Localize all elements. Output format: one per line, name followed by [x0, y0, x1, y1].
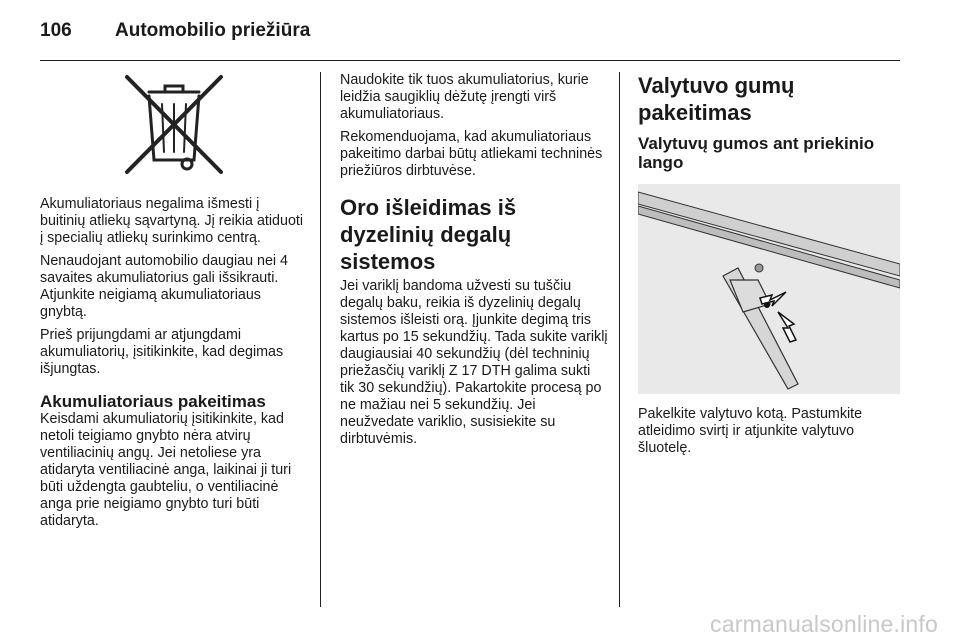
crossed-bin-icon — [40, 72, 308, 182]
column-1 — [40, 72, 308, 536]
watermark: carmanualsonline.info — [710, 611, 938, 637]
paragraph: Keisdami akumuliatorių įsitikinkite, kad netoli teigiamo gnybto nėra atvirų ventiliacinių angų. Jei netoliese yra atidaryta ventiliacinė anga, laikinai ji turi būti uždengta gaubteliu, o ventiliacinė anga prie neigiamo gnybto turi būti atidaryta. — [40, 411, 292, 529]
column-divider-1 — [320, 72, 321, 607]
paragraph: Akumuliatoriaus negalima išmesti į buitinių atliekų sąvartyną. Jį reikia atiduoti į specialių atliekų surinkimo centrą. — [40, 196, 304, 246]
column-2 — [340, 72, 608, 454]
section-heading: Oro išleidimas iš dyzelinių degalų sistemos — [340, 195, 517, 274]
paragraph: Jei variklį bandoma užvesti su tuščiu degalų baku, reikia iš dyzelinių degalų sistemos išleisti orą. Įjunkite degimą tris kartus po 15 sekundžių. Tada sukite variklį daugiausiai 40 sekundžių (dėl techninių priežasčių variklį Z 17 DTH galima sukti tik 30 sekundžių). Pakartokite procesą po ne mažiau nei 5 sekundžių. Jei neužvedate variklio, susisiekite su dirbtuvėmis. — [340, 278, 608, 447]
header-divider — [40, 60, 900, 61]
paragraph: Rekomenduojama, kad akumuliatoriaus pakeitimo darbai būtų atliekami techninės priežiūros dirbtuvėse. — [340, 129, 603, 179]
subsection-heading: Valytuvų gumos ant priekinio lango — [638, 134, 875, 172]
paragraph: Pakelkite valytuvo kotą. Pastumkite atleidimo svirtį ir atjunkite valytuvo šluotelę. — [638, 406, 863, 456]
page-title: Automobilio priežiūra — [115, 20, 311, 41]
paragraph: Naudokite tik tuos akumuliatorius, kurie leidžia saugiklių dėžutę įrengti virš akumuliatoriaus. — [340, 72, 589, 122]
section-heading: Valytuvo gumų pakeitimas — [638, 73, 795, 125]
column-divider-2 — [619, 72, 620, 607]
section-heading: Akumuliatoriaus pakeitimas — [40, 392, 266, 411]
paragraph: Nenaudojant automobilio daugiau nei 4 savaites akumuliatorius gali išsikrauti. Atjunkite neigiamą akumuliatoriaus gnybtą. — [40, 253, 289, 320]
column-3 — [638, 72, 900, 463]
page-header — [40, 20, 900, 46]
wiper-illustration — [638, 184, 900, 394]
page-number: 106 — [40, 20, 72, 41]
paragraph: Prieš prijungdami ar atjungdami akumuliatorių, įsitikinkite, kad degimas išjungtas. — [40, 327, 284, 377]
